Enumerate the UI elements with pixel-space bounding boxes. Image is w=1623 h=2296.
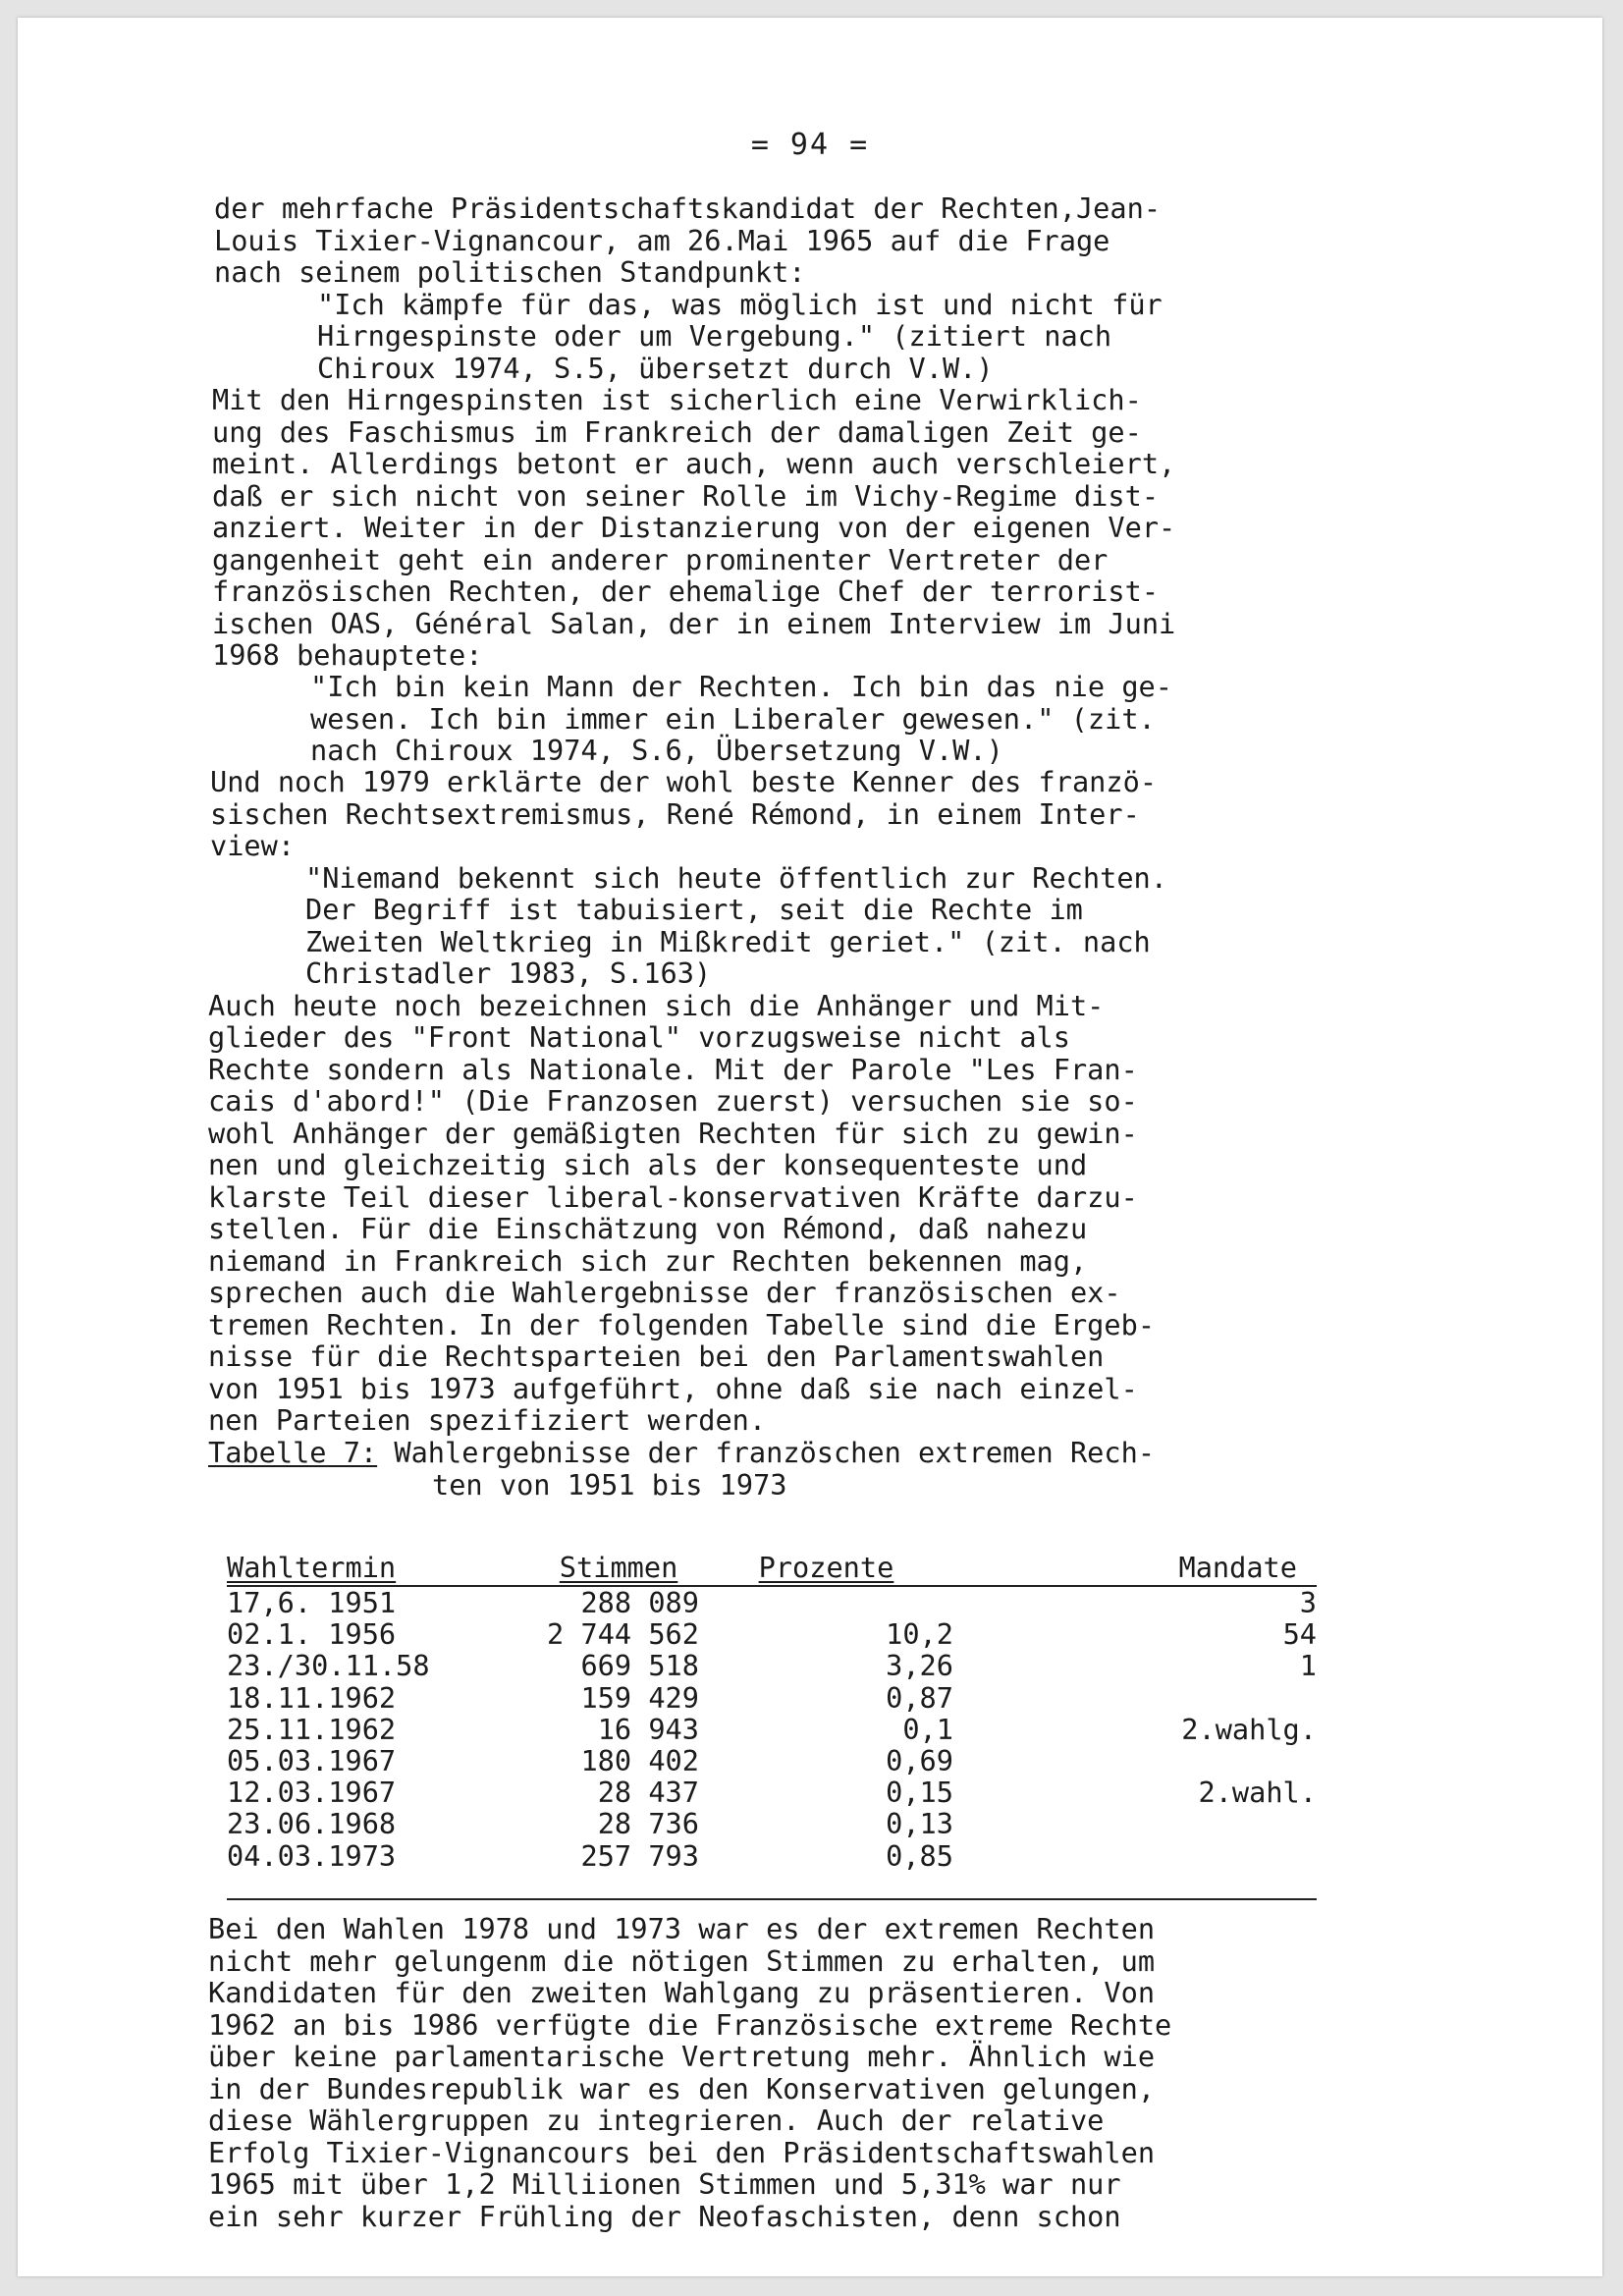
cell-date: 25.11.1962 bbox=[227, 1712, 397, 1746]
table-header-row bbox=[227, 1550, 1317, 1586]
text-line: cais d'abord!" (Die Franzosen zuerst) versuchen sie so- bbox=[208, 1084, 1138, 1118]
cell-votes: 2 744 562 bbox=[547, 1617, 699, 1652]
text-line: "Ich kämpfe für das, was möglich ist und nicht für bbox=[317, 287, 1163, 321]
text-line: nicht mehr gelungenm die nötigen Stimmen zu erhalten, um bbox=[208, 1943, 1156, 1978]
cell-seats bbox=[953, 1808, 1317, 1839]
header-wahltermin: Wahltermin bbox=[227, 1551, 397, 1584]
quote-remond bbox=[305, 862, 1167, 990]
text-line: Der Begriff ist tabuisiert, seit die Rechte im bbox=[305, 893, 1083, 926]
text-line: niemand in Frankreich sich zur Rechten bekennen mag, bbox=[208, 1243, 1088, 1278]
paragraph-front-national bbox=[208, 990, 1155, 1437]
text-line: ung des Faschismus im Frankreich der damaligen Zeit ge- bbox=[212, 414, 1142, 449]
table-row bbox=[227, 1840, 1317, 1872]
text-line: ein sehr kurzer Frühling der Neofaschisten, denn schon bbox=[208, 2199, 1121, 2233]
paragraph-remond bbox=[210, 766, 1157, 862]
text-line: Hirngespinste oder um Vergebung." (zitiert nach bbox=[317, 319, 1112, 353]
cell-date: 04.03.1973 bbox=[227, 1838, 397, 1873]
cell-seats: 1 bbox=[1299, 1649, 1317, 1683]
cell-date: 18.11.1962 bbox=[227, 1680, 397, 1715]
table-bottom-rule bbox=[227, 1898, 1317, 1900]
text-line: französischen Rechten, der ehemalige Chef der terrorist- bbox=[212, 574, 1160, 608]
text-line: Mit den Hirngespinsten ist sicherlich eine Verwirklich- bbox=[212, 383, 1142, 416]
text-line: nisse für die Rechtsparteien bei den Parlamentswahlen bbox=[208, 1339, 1105, 1373]
cell-votes: 180 402 bbox=[580, 1744, 699, 1778]
table-caption-text: Wahlergebnisse der französchen extremen Rech- bbox=[377, 1436, 1156, 1469]
header-mandate: Mandate bbox=[1178, 1551, 1297, 1584]
cell-votes: 28 437 bbox=[597, 1776, 699, 1810]
text-line: der mehrfache Präsidentschaftskandidat der Rechten,Jean- bbox=[214, 191, 1162, 225]
cell-date: 17,6. 1951 bbox=[227, 1586, 397, 1619]
quote-tixier bbox=[317, 289, 1163, 385]
paragraph-hirngespinste bbox=[212, 384, 1175, 672]
page-number: = 94 = bbox=[750, 128, 870, 162]
cell-seats bbox=[953, 1682, 1317, 1714]
cell-percent bbox=[699, 1586, 953, 1618]
cell-votes: 288 089 bbox=[580, 1586, 699, 1619]
document-page bbox=[18, 18, 1602, 2276]
text-line: nach seinem politischen Standpunkt: bbox=[214, 255, 806, 289]
text-line: Bei den Wahlen 1978 und 1973 war es der extremen Rechten bbox=[208, 1912, 1156, 1945]
table-row bbox=[227, 1650, 1317, 1681]
cell-votes: 28 736 bbox=[597, 1807, 699, 1841]
text-line: sprechen auch die Wahlergebnisse der französischen ex- bbox=[208, 1276, 1121, 1309]
quote-salan bbox=[310, 671, 1172, 767]
cell-percent: 0,85 bbox=[886, 1838, 953, 1873]
cell-percent: 3,26 bbox=[886, 1649, 953, 1683]
text-line: 1965 mit über 1,2 Milliionen Stimmen und 5,31% war nur bbox=[208, 2167, 1121, 2201]
election-results-table bbox=[227, 1550, 1317, 1872]
cell-percent: 0,15 bbox=[886, 1776, 953, 1810]
cell-seats: 54 bbox=[1282, 1617, 1317, 1652]
cell-percent: 10,2 bbox=[886, 1617, 953, 1652]
text-line: Louis Tixier-Vignancour, am 26.Mai 1965 auf die Frage bbox=[214, 223, 1110, 257]
text-line: Zweiten Weltkrieg in Mißkredit geriet." (zit. nach bbox=[305, 924, 1151, 958]
text-line: 1962 an bis 1986 verfügte die Französische extreme Rechte bbox=[208, 2007, 1172, 2042]
text-line: ischen OAS, Général Salan, der in einem Interview im Juni bbox=[212, 606, 1176, 640]
cell-votes: 669 518 bbox=[580, 1649, 699, 1683]
cell-date: 05.03.1967 bbox=[227, 1744, 397, 1778]
cell-percent: 0,13 bbox=[886, 1807, 953, 1841]
cell-percent: 0,69 bbox=[886, 1744, 953, 1778]
text-line: wohl Anhänger der gemäßigten Rechten für sich zu gewin- bbox=[208, 1116, 1138, 1150]
text-line: wesen. Ich bin immer ein Liberaler gewesen." (zit. bbox=[310, 701, 1156, 736]
text-line: von 1951 bis 1973 aufgeführt, ohne daß sie nach einzel- bbox=[208, 1371, 1138, 1405]
text-line: in der Bundesrepublik war es den Konservativen gelungen, bbox=[208, 2071, 1156, 2105]
table-row bbox=[227, 1586, 1317, 1618]
text-line: anziert. Weiter in der Distanzierung von der eigenen Ver- bbox=[212, 511, 1176, 544]
header-prozente: Prozente bbox=[758, 1551, 894, 1584]
text-line: tremen Rechten. In der folgenden Tabelle sind die Ergeb- bbox=[208, 1307, 1156, 1341]
table-row bbox=[227, 1745, 1317, 1777]
cell-date: 23./30.11.58 bbox=[227, 1649, 430, 1683]
text-line: klarste Teil dieser liberal-konservativen Kräfte darzu- bbox=[208, 1179, 1138, 1214]
paragraph-intro bbox=[214, 192, 1161, 289]
text-line: "Niemand bekennt sich heute öffentlich zur Rechten. bbox=[305, 860, 1167, 895]
cell-date: 23.06.1968 bbox=[227, 1807, 397, 1841]
table-row bbox=[227, 1808, 1317, 1839]
text-line: 1968 behauptete: bbox=[212, 638, 483, 672]
header-stimmen: Stimmen bbox=[559, 1551, 678, 1584]
paragraph-conclusion bbox=[208, 1913, 1171, 2232]
text-line: glieder des "Front National" vorzugsweise nicht als bbox=[208, 1020, 1070, 1054]
cell-votes: 16 943 bbox=[597, 1712, 699, 1746]
table-caption-text-cont: ten von 1951 bis 1973 bbox=[432, 1467, 787, 1502]
cell-seats: 2.wahlg. bbox=[1181, 1712, 1317, 1746]
text-line: nach Chiroux 1974, S.6, Übersetzung V.W.) bbox=[310, 734, 1003, 767]
text-line: Und noch 1979 erklärte der wohl beste Kenner des franzö- bbox=[210, 765, 1158, 798]
text-line: stellen. Für die Einschätzung von Rémond, daß nahezu bbox=[208, 1212, 1088, 1245]
text-line: Erfolg Tixier-Vignancours bei den Präsidentschaftswahlen bbox=[208, 2135, 1156, 2169]
text-line: meint. Allerdings betont er auch, wenn auch verschleiert, bbox=[212, 447, 1176, 480]
text-line: nen Parteien spezifiziert werden. bbox=[208, 1403, 767, 1437]
text-line: sischen Rechtsextremismus, René Rémond, in einem Inter- bbox=[210, 796, 1140, 831]
cell-seats bbox=[953, 1840, 1317, 1872]
table-row bbox=[227, 1714, 1317, 1745]
cell-percent: 0,87 bbox=[886, 1680, 953, 1715]
text-line: Rechte sondern als Nationale. Mit der Parole "Les Fran- bbox=[208, 1052, 1138, 1086]
text-line: diese Wählergruppen zu integrieren. Auch der relative bbox=[208, 2104, 1105, 2137]
text-line: über keine parlamentarische Vertretung mehr. Ähnlich wie bbox=[208, 2040, 1156, 2073]
table-row bbox=[227, 1618, 1317, 1650]
cell-date: 02.1. 1956 bbox=[227, 1617, 397, 1652]
text-line: Chiroux 1974, S.5, übersetzt durch V.W.) bbox=[317, 351, 994, 385]
text-line: Christadler 1983, S.163) bbox=[305, 957, 712, 990]
cell-seats bbox=[953, 1745, 1317, 1777]
table-caption bbox=[208, 1437, 1155, 1501]
text-line: "Ich bin kein Mann der Rechten. Ich bin das nie ge- bbox=[310, 670, 1172, 703]
cell-percent: 0,1 bbox=[902, 1712, 953, 1746]
cell-date: 12.03.1967 bbox=[227, 1776, 397, 1810]
cell-votes: 257 793 bbox=[580, 1838, 699, 1873]
table-row bbox=[227, 1777, 1317, 1808]
text-line: nen und gleichzeitig sich als der konsequenteste und bbox=[208, 1148, 1088, 1181]
text-line: gangenheit geht ein anderer prominenter Vertreter der bbox=[212, 542, 1109, 576]
text-line: view: bbox=[210, 829, 296, 862]
table-row bbox=[227, 1682, 1317, 1714]
cell-seats: 3 bbox=[1299, 1586, 1317, 1619]
text-line: daß er sich nicht von seiner Rolle im Vichy-Regime dist- bbox=[212, 478, 1160, 513]
cell-seats: 2.wahl. bbox=[1198, 1776, 1317, 1810]
cell-votes: 159 429 bbox=[580, 1680, 699, 1715]
text-line: Kandidaten für den zweiten Wahlgang zu präsentieren. Von bbox=[208, 1976, 1156, 2009]
table-caption-label: Tabelle 7: bbox=[208, 1436, 378, 1469]
text-line: Auch heute noch bezeichnen sich die Anhänger und Mit- bbox=[208, 988, 1105, 1022]
